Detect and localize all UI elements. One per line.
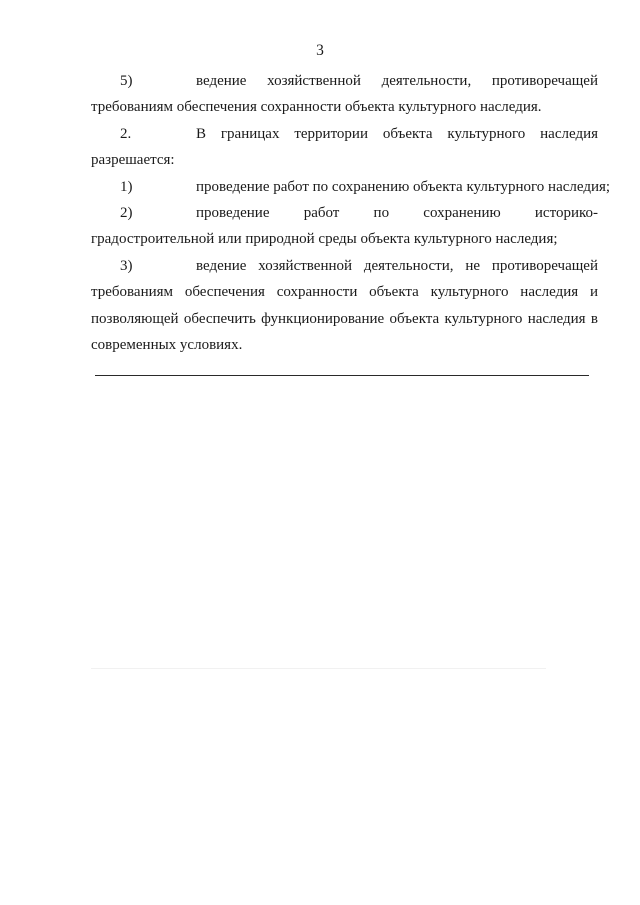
section-divider: [95, 375, 589, 376]
paragraph-text: проведение работ по сохранению историко-градостроительной или природной среды объекта культурного наследия;: [91, 205, 598, 248]
list-marker: 1): [120, 178, 133, 195]
paragraph-allowed-item-3: [91, 253, 598, 359]
paragraph-prohibited-item-5: [91, 68, 598, 121]
list-marker: 2): [120, 205, 133, 222]
page-number: 3: [316, 42, 324, 59]
paragraph-text: ведение хозяйственной деятельности, не противоречащей требованиям обеспечения сохранности объекта культурного наследия и позволяющей обеспечить функционирование объекта культурного наследия в современных условиях.: [91, 257, 598, 354]
paragraph-text: проведение работ по сохранению объекта культурного наследия;: [196, 178, 611, 195]
section-marker: 2.: [120, 125, 132, 142]
list-marker: 3): [120, 257, 133, 274]
paragraph-section-2: [91, 121, 598, 174]
paragraph-text: ведение хозяйственной деятельности, противоречащей требованиям обеспечения сохранности объекта культурного наследия.: [91, 73, 598, 116]
paragraph-text: В границах территории объекта культурного наследия разрешается:: [91, 125, 598, 169]
scan-artifact-line: [91, 668, 546, 669]
document-body: [91, 68, 611, 358]
list-marker: 5): [120, 73, 133, 89]
paragraph-allowed-item-2: [91, 200, 598, 253]
paragraph-allowed-item-1: [91, 174, 611, 200]
